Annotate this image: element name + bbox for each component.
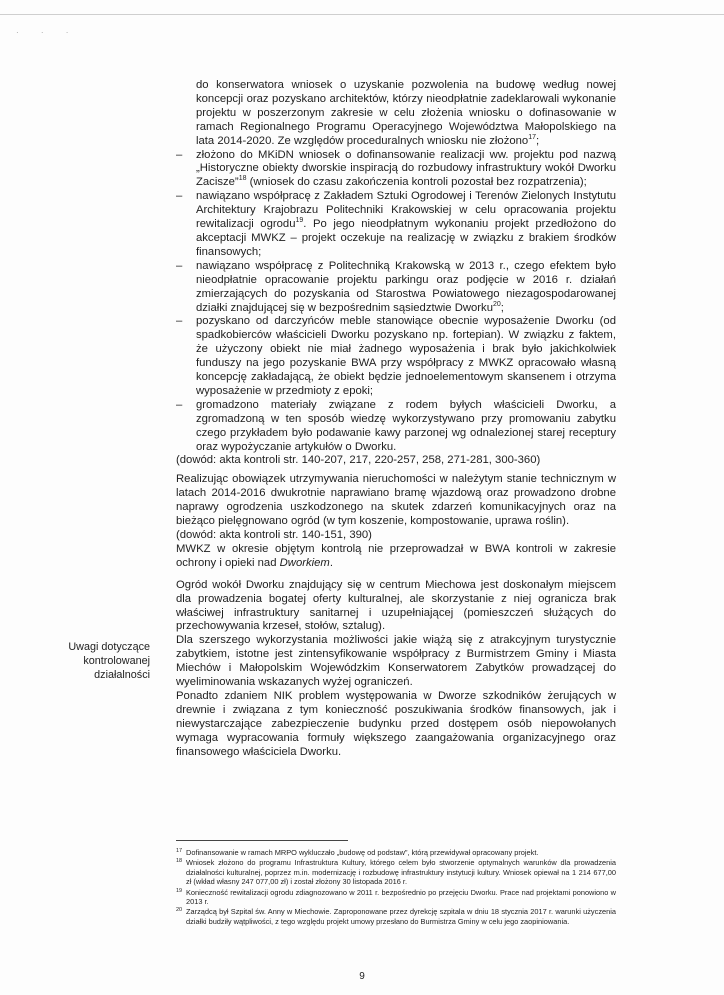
footnote: 18 Wniosek złożono do programu Infrastruktura Kultury, którego celem było stworzenie optymalnych warunków dla prowadzenia działalności kulturalnej, poprzez m.in. modernizację i rozbudowę infrastruktury instytucji kultury. Wniosek opiewał na 1 214 677,00 zł (wkład własny 247 077,00 zł) i został złożony 30 listopada 2016 r. xyxy=(176,858,616,887)
list-item: – złożono do MKiDN wniosek o dofinansowanie realizacji ww. projektu pod nazwą „Historyczne obiekty dworskie inspiracją do rozbudowy infrastruktury wokół Dworku Zacisze”$^{18}$ (wniosek do czasu zakończenia kontroli pozostał bez rozpatrzenia); xyxy=(176,148,616,189)
remark-paragraph: Ponadto zdaniem NIK problem występowania w Dworze szkodników żerujących w drewnie i związana z tym konieczność poszukiwania środków finansowych, jak i niewystarczające zabezpieczenie budynku przed dostępem osób niepowołanych wymaga wypracowania formuły większego zaangażowania organizacyjnego oraz finansowego właściciela Dworku. xyxy=(176,689,616,758)
footnote-divider xyxy=(176,840,348,841)
list-item: – gromadzono materiały związane z rodem byłych właścicieli Dworku, a zgromadzoną w ten sposób wiedzę wykorzystywano przy promowaniu zabytku czego przykładem było podawanie kawy parzonej wg odnalezionej starej receptury oraz wypożyczanie artykułów o Dworku. xyxy=(176,398,616,453)
intro-paragraph: do konserwatora wniosek o uzyskanie pozwolenia na budowę według nowej koncepcji oraz pozyskano architektów, którzy nieodpłatnie zadeklarowali wykonanie projektu w poszerzonym zakresie w celu złożenia wniosku o dofinasowanie w ramach Regionalnego Programu Operacyjnego Województwa Małopolskiego na lata 2014-2020. Ze względów proceduralnych wniosku nie złożono$^{17}$; xyxy=(196,79,616,147)
remark-paragraph: Dla szerszego wykorzystania możliwości jakie wiążą się z atrakcyjnym turystycznie zabytkiem, istotne jest zintensyfikowanie współpracy z Burmistrzem Gminy i Miasta Miechów i Małopolskim Wojewódzkim Konserwatorem Zabytków prowadzącej do wyeliminowania wskazanych wyżej ograniczeń. xyxy=(176,634,616,689)
remark-paragraph: Ogród wokół Dworku znajdujący się w centrum Miechowa jest doskonałym miejscem dla prowadzenia bogatej oferty kulturalnej, ale skorzystanie z niej ogranicza brak właściwej infrastruktury sanitarnej i uzupełniającej (pomieszczeń służących do przechowywania krzeseł, stołów, sztalug). xyxy=(176,578,616,633)
list-item: – nawiązano współpracę z Zakładem Sztuki Ogrodowej i Terenów Zielonych Instytutu Architektury Krajobrazu Politechniki Krakowskiej w celu opracowania projektu rewitalizacji ogrodu$^{19}$. Po jego nieodpłatnym wykonaniu projekt przedłożono do akceptacji MWKZ – projekt oczekuje na realizację w związku z brakiem środków finansowych; xyxy=(176,190,616,258)
page-number: 9 xyxy=(359,971,365,982)
evidence-reference-1: (dowód: akta kontroli str. 140-207, 217, 220-257, 258, 271-281, 300-360) xyxy=(176,454,541,467)
control-paragraph: MWKZ w okresie objętym kontrolą nie przeprowadzał w BWA kontroli w zakresie ochrony i opieki nad Dworkiem. xyxy=(176,542,616,569)
maintenance-paragraph: Realizując obowiązek utrzymywania nieruchomości w należytym stanie technicznym w latach 2014-2016 dwukrotnie naprawiano bramę wjazdową oraz prowadzono drobne naprawy ogrodzenia uszkodzonego na skutek zdarzeń komunikacyjnych oraz na bieżąco pielęgnowano ogród (w tym koszenie, kompostowanie, uprawa roślin). xyxy=(176,473,616,528)
list-item: – pozyskano od darczyńców meble stanowiące obecnie wyposażenie Dworku (od spadkobierców właścicieli Dworku pozyskano np. fortepian). W związku z faktem, że użyczony obiekt nie miał żadnego wyposażenia i brak było jakichkolwiek funduszy na jego pozyskanie BWA przy współpracy z MWKZ opracowało własną koncepcję zakładającą, że obiekt będzie jednoelementowym skansenem i otrzyma wyposażenie w przedmioty z epoki; xyxy=(176,315,616,397)
list-item: – nawiązano współpracę z Politechniką Krakowską w 2013 r., czego efektem było nieodpłatnie opracowanie projektu parkingu oraz podjęcie w 2016 r. działań zmierzających do pozyskania od Starostwa Powiatowego niezagospodarowanej działki znajdującej się w bezpośrednim sąsiedztwie Dworku$^{20}$; xyxy=(176,259,616,314)
scan-specks: · · · xyxy=(16,28,79,37)
footnote: 20 Zarządcą był Szpital św. Anny w Miechowie. Zaproponowane przez dyrekcję szpitala w dniu 18 stycznia 2017 r. warunki użyczenia działki budziły wątpliwości, z tego względu projekt umowy przesłano do Burmistrza Gminy w celu jego zaopiniowania. xyxy=(176,907,616,926)
scan-top-border xyxy=(0,14,724,15)
footnote: 17 Dofinansowanie w ramach MRPO wykluczało „budowę od podstaw”, którą przewidywał opracowany projekt. xyxy=(176,848,539,857)
main-text xyxy=(176,79,616,760)
footnotes xyxy=(176,840,616,927)
activity-list xyxy=(176,149,616,455)
evidence-reference-2: (dowód: akta kontroli str. 140-151, 390) xyxy=(176,529,372,541)
margin-note: Uwagi dotyczące kontrolowanej działalności xyxy=(68,641,150,681)
footnote: 19 Konieczność rewitalizacji ogrodu zdiagnozowano w 2011 r. bezpośrednio po przejęciu Dworku. Prace nad projektami ponowiono w 2013 r. xyxy=(176,887,616,907)
